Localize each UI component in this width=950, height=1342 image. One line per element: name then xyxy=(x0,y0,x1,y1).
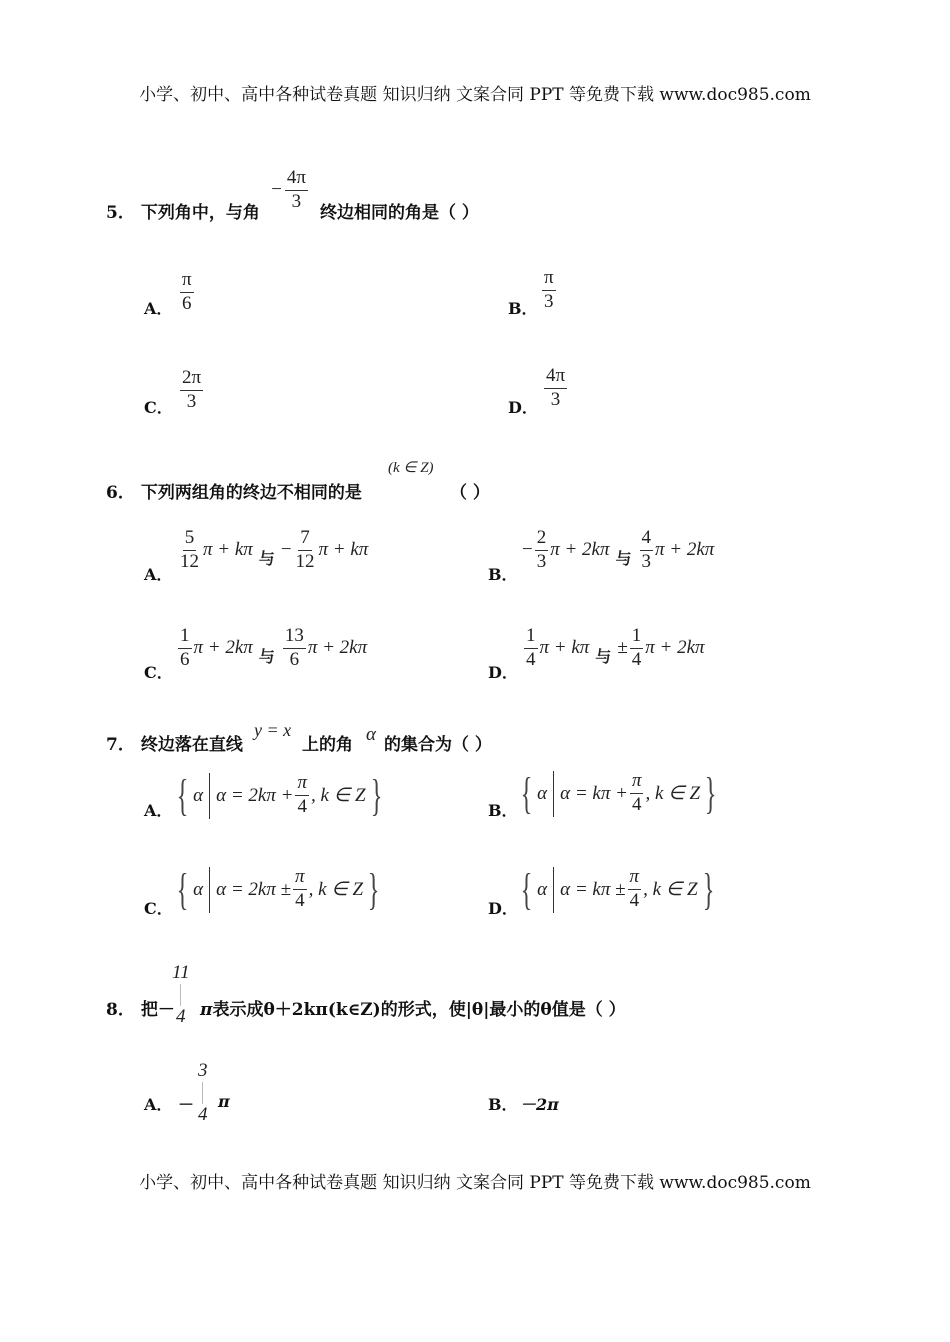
option-label: B． xyxy=(488,565,518,584)
page-footer: 小学、初中、高中各种试卷真题 知识归纳 文案合同 PPT 等免费下载 www.doc985.com xyxy=(139,1173,811,1193)
option-math: π 3 xyxy=(544,267,554,312)
option-label: A． xyxy=(144,801,173,820)
option-math: π 6 xyxy=(182,269,192,314)
question-7-mid: 上的角 xyxy=(302,735,353,755)
option-set: { α α = kπ + $\frac{\pi}{4}$ , k ∈ Z } xyxy=(520,769,717,818)
question-8: 8． 把－ xyxy=(106,1000,175,1020)
question-6-tail: （ ） xyxy=(450,483,490,503)
q6-condition: (k ∈ Z) xyxy=(388,460,434,476)
option-pi: π xyxy=(218,1092,230,1111)
option-set: { α α = kπ ± $\frac{\pi}{4}$ , k ∈ Z } xyxy=(520,865,715,914)
question-5-tail: 终边相同的角是（ ） xyxy=(320,203,479,223)
option-math: 2π 3 xyxy=(182,367,202,412)
q5-angle-fraction: − $\frac{4\pi}{3}$ xyxy=(270,167,306,212)
option-label: D． xyxy=(488,899,518,918)
option-label: B． xyxy=(488,1095,518,1114)
option-label: D． xyxy=(508,398,538,417)
option-math: − $\frac{2}{3}$ π + 2kπ 与 4 3 π + 2kπ xyxy=(522,527,715,572)
option-math: 3 4 xyxy=(198,1060,208,1125)
question-7: 7． 终边落在直线 xyxy=(106,735,243,755)
option-label: C． xyxy=(144,398,173,417)
option-sign: － xyxy=(178,1095,195,1114)
option-value: －2π xyxy=(520,1095,559,1114)
option-math: 1 4 π + kπ 与 ± $\frac{1}{4}$ π + 2kπ xyxy=(526,625,705,670)
option-label: A． xyxy=(144,299,173,318)
question-8-tail: π表示成θ＋2kπ(k∈Z)的形式，使|θ|最小的θ值是（ ） xyxy=(200,1000,626,1020)
option-set: { α α = 2kπ ± $\frac{\pi}{4}$ , k ∈ Z } xyxy=(176,865,380,914)
question-5 xyxy=(106,198,260,223)
option-label: C． xyxy=(144,663,173,682)
page-header: 小学、初中、高中各种试卷真题 知识归纳 文案合同 PPT 等免费下载 www.doc985.com xyxy=(139,85,811,105)
option-math: 4π 3 xyxy=(546,365,566,410)
question-number: 5． xyxy=(106,203,135,223)
option-math: 5 12 π + kπ 与 − $\frac{7}{12}$ π + kπ xyxy=(180,527,369,572)
option-label: D． xyxy=(488,663,518,682)
option-set: { α α = 2kπ + $\frac{\pi}{4}$ , k ∈ Z } xyxy=(176,771,382,820)
option-label: A． xyxy=(144,565,173,584)
option-math: 1 6 π + 2kπ 与 13 6 π + 2kπ xyxy=(180,625,368,670)
question-text: 下列角中，与角 xyxy=(140,203,260,223)
option-label: C． xyxy=(144,899,173,918)
option-label: B． xyxy=(508,299,538,318)
question-7-tail: 的集合为（ ） xyxy=(384,735,492,755)
q7-alpha: α xyxy=(366,724,376,745)
q7-line-equation: y = x xyxy=(254,720,292,740)
question-6: 6． 下列两组角的终边不相同的是 xyxy=(106,483,362,503)
option-label: A． xyxy=(144,1095,173,1114)
option-label: B． xyxy=(488,801,518,820)
q8-fraction: 11 4 xyxy=(172,962,190,1027)
